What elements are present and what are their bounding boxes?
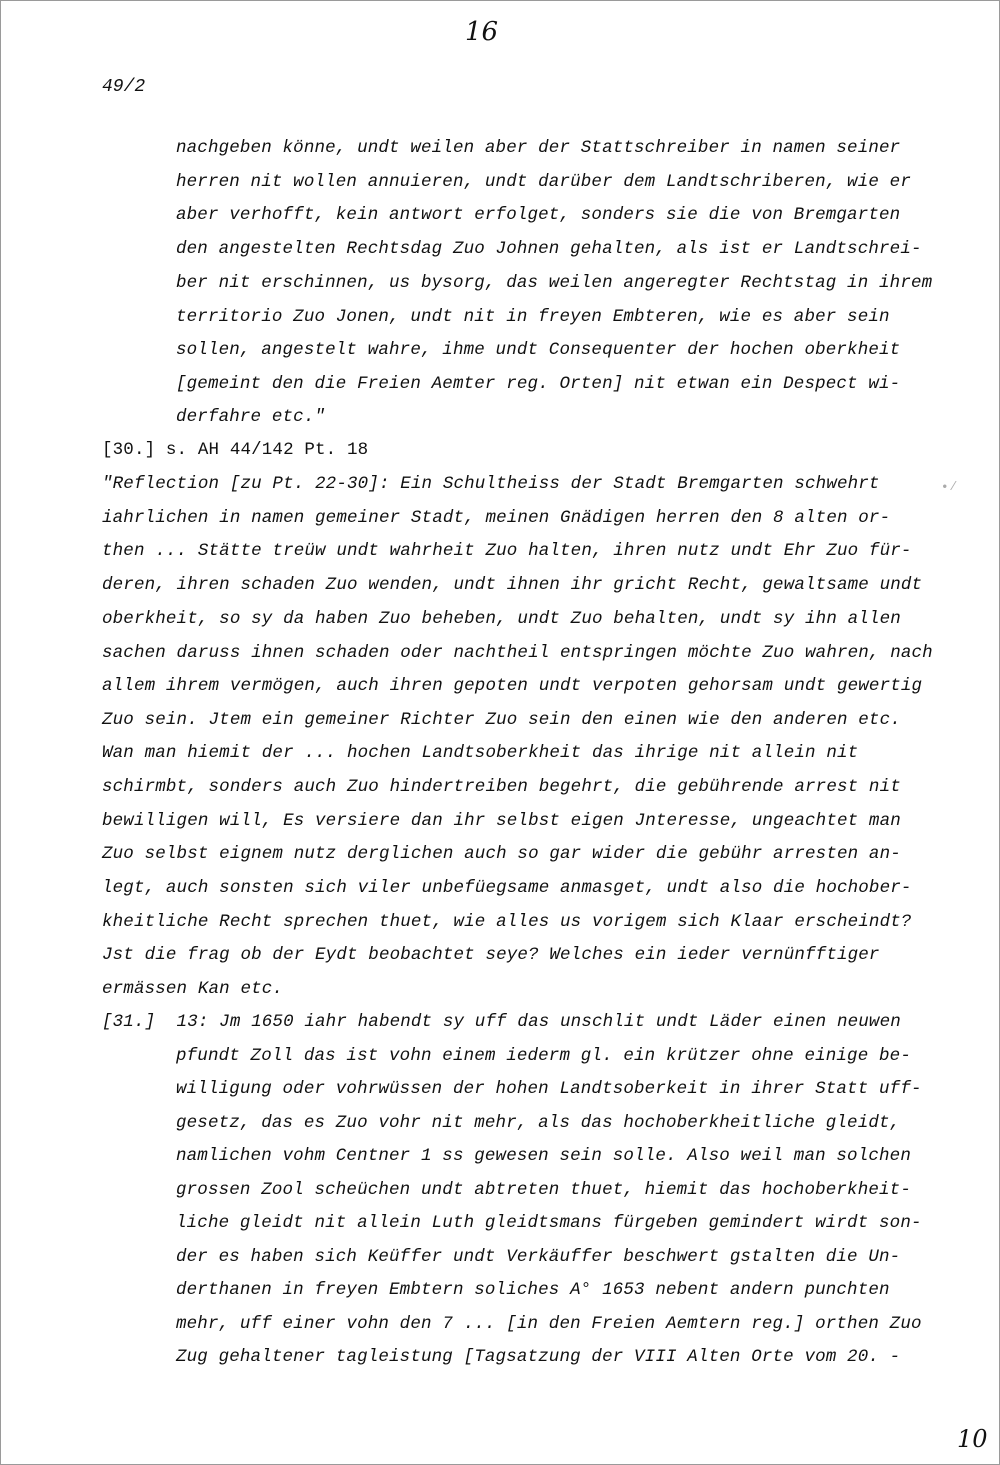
- text-line: legt, auch sonsten sich viler unbefüegsame anmasget, undt also die hochober-: [102, 878, 912, 898]
- margin-speck-mark: ∙ ⁄: [941, 479, 955, 493]
- section-heading-31: [31.] 13: Jm 1650 iahr habendt sy uff das unschlit undt Läder einen neuwen: [102, 1012, 901, 1032]
- text-line: "Reflection [zu Pt. 22-30]: Ein Schultheiss der Stadt Bremgarten schwehrt: [102, 474, 880, 494]
- text-line: aber verhofft, kein antwort erfolget, sonders sie die von Bremgarten: [176, 205, 901, 225]
- text-line: then ... Stätte treüw undt wahrheit Zuo halten, ihren nutz undt Ehr Zuo für-: [102, 541, 912, 561]
- text-line: schirmbt, sonders auch Zuo hindertreiben begehrt, die gebührende arrest nit: [102, 777, 901, 797]
- text-line: Zug gehaltener tagleistung [Tagsatzung der VIII Alten Orte vom 20. -: [176, 1347, 901, 1367]
- text-line: der es haben sich Keüffer undt Verkäuffer beschwert gstalten die Un-: [176, 1247, 901, 1267]
- text-line: liche gleidt nit allein Luth gleidtsmans fürgeben gemindert wirdt son-: [176, 1213, 922, 1233]
- text-line: den angestelten Rechtsdag Zuo Johnen gehalten, als ist er Landtschrei-: [176, 239, 922, 259]
- page-number-top: 16: [465, 17, 499, 47]
- text-line: nachgeben könne, undt weilen aber der Stattschreiber in namen seiner: [176, 138, 901, 158]
- text-line: grossen Zool scheüchen undt abtreten thuet, hiemit das hochoberkheit-: [176, 1180, 911, 1200]
- text-line: [gemeint den die Freien Aemter reg. Orten] nit etwan ein Despect wi-: [176, 374, 901, 394]
- text-line: willigung oder vohrwüssen der hohen Landtsoberkeit in ihrer Statt uff-: [176, 1079, 922, 1099]
- text-line: gesetz, das es Zuo vohr nit mehr, als das hochoberkheitliche gleidt,: [176, 1113, 901, 1133]
- text-line: bewilligen will, Es versiere dan ihr selbst eigen Jnteresse, ungeachtet man: [102, 811, 901, 831]
- text-line: pfundt Zoll das ist vohn einem iederm gl. ein krützer ohne einige be-: [176, 1046, 911, 1066]
- text-line: Wan man hiemit der ... hochen Landtsoberkheit das ihrige nit allein nit: [102, 743, 859, 763]
- text-line: namlichen vohm Centner 1 ss gewesen sein solle. Also weil man solchen: [176, 1146, 911, 1166]
- text-line: Zuo sein. Jtem ein gemeiner Richter Zuo sein den einen wie den anderen etc.: [102, 710, 901, 730]
- text-line: deren, ihren schaden Zuo wenden, undt ihnen ihr gricht Recht, gewaltsame undt: [102, 575, 923, 595]
- page-number-bottom: 10: [957, 1425, 988, 1453]
- text-line: Jst die frag ob der Eydt beobachtet seye? Welches ein ieder vernünfftiger: [102, 945, 880, 965]
- text-line: derthanen in freyen Embtern soliches A° 1653 nebent andern punchten: [176, 1280, 890, 1300]
- text-line: derfahre etc.": [176, 407, 326, 427]
- text-line: sachen daruss ihnen schaden oder nachtheil entspringen möchte Zuo wahren, nach: [102, 643, 933, 663]
- text-line: ermässen Kan etc.: [102, 979, 284, 999]
- text-line: oberkheit, so sy da haben Zuo beheben, undt Zuo behalten, undt sy ihn allen: [102, 609, 901, 629]
- text-line: ber nit erschinnen, us bysorg, das weilen angeregter Rechtstag in ihrem: [176, 273, 933, 293]
- archive-reference: 49/2: [102, 77, 146, 97]
- text-line: sollen, angestelt wahre, ihme undt Consequenter der hochen oberkheit: [176, 340, 901, 360]
- text-line: herren nit wollen annuieren, undt darüber dem Landtschriberen, wie er: [176, 172, 911, 192]
- section-heading-30: [30.] s. AH 44/142 Pt. 18: [102, 440, 369, 460]
- text-line: iahrlichen in namen gemeiner Stadt, meinen Gnädigen herren den 8 alten or-: [102, 508, 891, 528]
- text-line: mehr, uff einer vohn den 7 ... [in den Freien Aemtern reg.] orthen Zuo: [176, 1314, 922, 1334]
- text-line: kheitliche Recht sprechen thuet, wie alles us vorigem sich Klaar erscheindt?: [102, 912, 912, 932]
- text-line: Zuo selbst eignem nutz derglichen auch so gar wider die gebühr arresten an-: [102, 844, 901, 864]
- text-line: allem ihrem vermögen, auch ihren gepoten undt verpoten gehorsam undt gewertig: [102, 676, 923, 696]
- text-line: territorio Zuo Jonen, undt nit in freyen Embteren, wie es aber sein: [176, 307, 890, 327]
